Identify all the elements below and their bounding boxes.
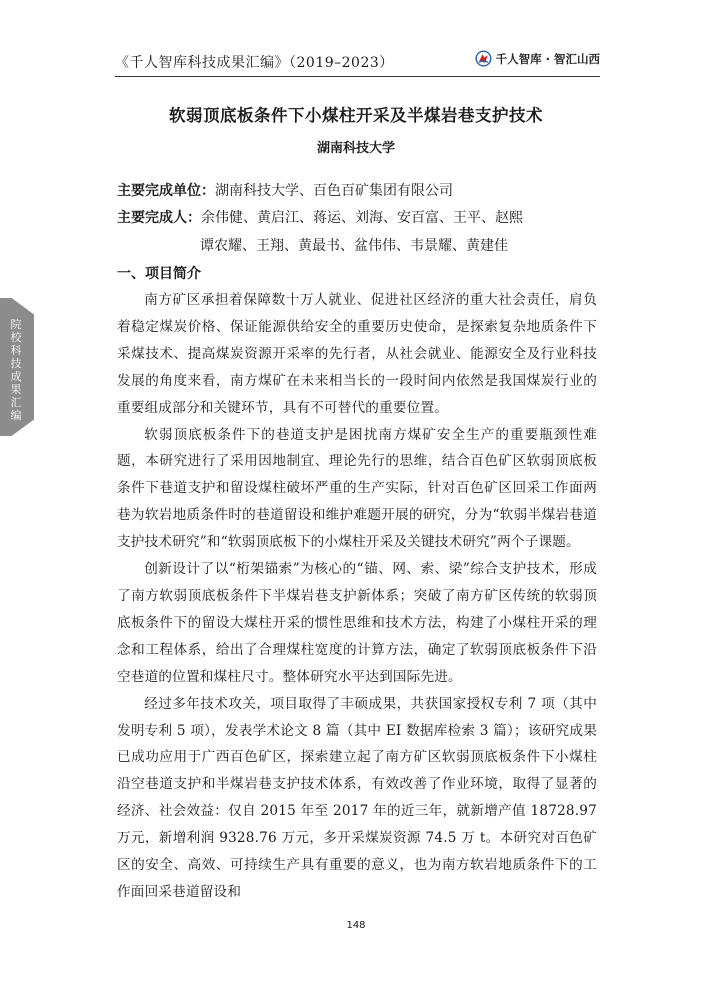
publication-title: 《千人智库科技成果汇编》（2019–2023） <box>115 55 394 71</box>
completion-people-value-line1: 余伟健、黄启江、蒋运、刘海、安百富、王平、赵熙 <box>201 210 523 226</box>
completion-units-value: 湖南科技大学、百色百矿集团有限公司 <box>215 183 453 199</box>
completion-units-label: 主要完成单位： <box>117 183 215 199</box>
paragraph: 南方矿区承担着保障数十万人就业、促进社区经济的重大社会责任，肩负着稳定煤炭价格、保证能源供给安全的重要历史使命，是探索复杂地质条件下采煤技术、提高煤炭资源开采率的先行者，从社会就业、能源安全及行业科技发展的角度来看，南方煤矿在未来相当长的一段时间内依然是我国煤炭行业的重要组成部分和关键环节，具有不可替代的重要位置。 <box>117 292 597 416</box>
thinktank-logo-icon <box>475 50 492 67</box>
paragraph: 软弱顶底板条件下的巷道支护是困扰南方煤矿安全生产的重要瓶颈性难题，本研究进行了采用因地制宜、理论先行的思维，结合百色矿区软弱顶底板条件下巷道支护和留设煤柱破坏严重的生产实际，针对百色矿区回采工作面两巷为软岩地质条件时的巷道留设和维护难题开展的研究，分为“软弱半煤岩巷道支护技术研究”和“软弱顶底板下的小煤柱开采及关键技术研究”两个子课题。 <box>117 426 597 551</box>
page-number: 148 <box>346 920 366 931</box>
completion-people-label: 主要完成人： <box>117 210 201 226</box>
paragraph: 创新设计了以“桁架锚索”为核心的“锚、网、索、梁”综合支护技术，形成了南方软弱顶底板条件下半煤岩巷支护新体系；突破了南方矿区传统的软弱顶底板条件下的留设大煤柱开采的惯性思维和技术方法，构建了小煤柱开采的理念和工程体系，给出了合理煤柱宽度的计算方法，确定了软弱顶底板条件下沿空巷道的位置和煤柱尺寸。整体研究水平达到国际先进。 <box>117 561 597 685</box>
body-text <box>117 287 597 906</box>
section-heading: 一、项目简介 <box>117 266 201 282</box>
completion-people-value-line2: 谭农耀、王翔、黄最书、盆伟伟、韦景耀、黄建佳 <box>200 238 508 254</box>
completion-units-line <box>117 180 453 200</box>
paragraph: 经过多年技术攻关，项目取得了丰硕成果，共获国家授权专利 7 项（其中发明专利 5 项），发表学术论文 8 篇（其中 EI 数据库检索 3 篇）；该研究成果已成功应用于广西百色矿区，探索建立起了南方矿区软弱顶底板条件下小煤柱沿空巷道支护和半煤岩巷支护技术体系，有效改善了作业环境，取得了显著的经济、社会效益：仅自 2015 年至 2017 年的近三年，就新增产值 18728.97 万元，新增利润 9328.76 万元，多开采煤炭资源 74.5 万 t。本研究对百色矿区的安全、高效、可持续生产具有重要的意义，也为南方软岩地质条件下的工作面回采巷道留设和 <box>117 695 597 900</box>
page-header <box>115 46 600 77</box>
logo-text: 千人智库 · 智汇山西 <box>495 51 600 66</box>
side-section-tab-label: 院校科技成果汇编 <box>10 318 22 422</box>
thinktank-logo <box>475 50 600 67</box>
document-subtitle: 湖南科技大学 <box>316 141 395 156</box>
document-title: 软弱顶底板条件下小煤柱开采及半煤岩巷支护技术 <box>169 106 543 125</box>
completion-people-line <box>117 207 523 227</box>
